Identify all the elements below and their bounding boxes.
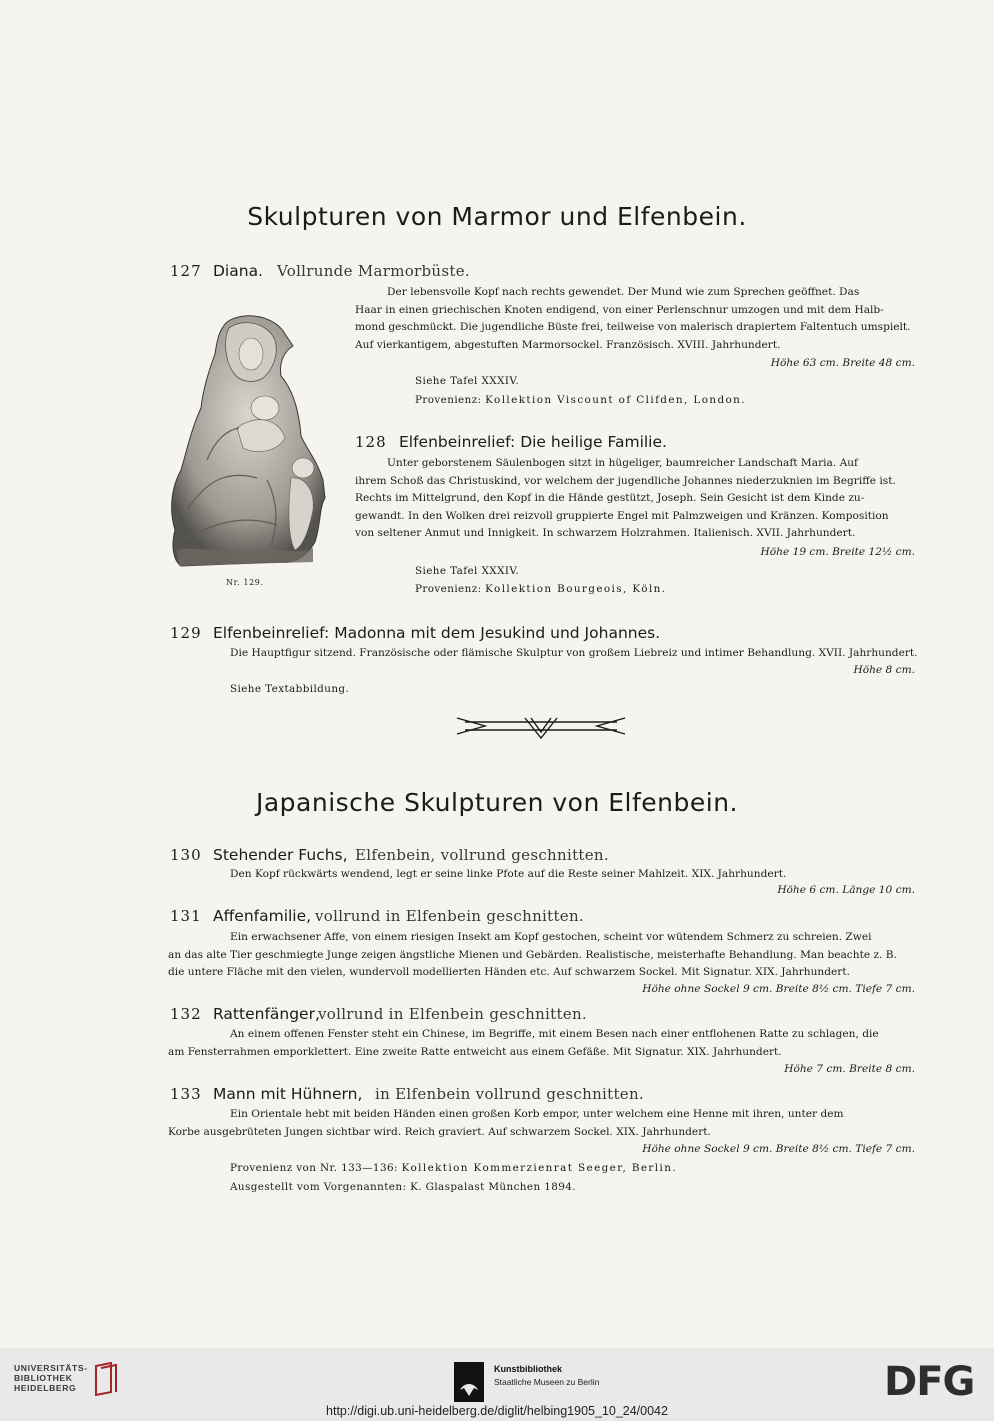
entry-title: Elfenbeinrelief: Madonna mit dem Jesukind und Johannes. [213,624,661,642]
tafel-reference: Siehe Tafel XXXIV. [415,375,520,387]
dimensions: Höhe 63 cm. Breite 48 cm. [770,357,915,369]
exhibition-note [230,1181,576,1193]
text-line: die untere Fläche mit den vielen, wundervoll modellierten Händen etc. Auf schwarzem Sockel. Mit Signatur. XIX. Jahrhundert. [168,966,850,979]
provenance-value: Kollektion Viscount of Clifden, London. [485,394,746,406]
entry-description [355,284,915,354]
dimensions: Höhe 6 cm. Länge 10 cm. [777,884,915,896]
entry-subtitle: Vollrunde Marmorbüste. [277,262,470,280]
group-provenance [230,1162,677,1174]
entry-subtitle: Elfenbein, vollrund geschnitten. [355,846,609,864]
logo-line: BIBLIOTHEK [14,1373,73,1383]
entry-title: Stehender Fuchs, [213,846,348,864]
entry-number: 132 [170,1005,202,1023]
dimensions: Höhe ohne Sockel 9 cm. Breite 8½ cm. Tiefe 7 cm. [642,983,915,995]
text-line: gewandt. In den Wolken drei reizvoll gruppierte Engel mit Palmzweigen und Kränzen. Komposition [355,509,889,522]
text-line: Korbe ausgebrüteten Jungen sichtbar wird. Reich graviert. Auf schwarzem Sockel. XIX. Jahrhundert. [168,1125,711,1138]
text-line: Den Kopf rückwärts wendend, legt er seine linke Pfote auf die Reste seiner Mahlzeit. XIX. Jahrhundert. [230,868,787,880]
entry-title: Affenfamilie, [213,907,312,925]
entry-title: Mann mit Hühnern, [213,1085,363,1103]
text-line: Rechts im Mittelgrund, den Kopf in die Hände gestützt, Joseph. Sein Gesicht ist dem Kinde zu- [355,492,865,505]
entry-description [355,455,915,543]
entry-number: 130 [170,846,202,864]
section-title-japanese: Japanische Skulpturen von Elfenbein. [255,788,739,817]
entry-subtitle: vollrund in Elfenbein geschnitten. [318,1005,587,1023]
eagle-icon [454,1362,484,1402]
dimensions: Höhe 8 cm. [853,664,915,676]
provenance-label: Provenienz: [415,583,482,595]
entry-subtitle: vollrund in Elfenbein geschnitten. [315,907,584,925]
entry-number: 128 [355,433,387,451]
text-line: an das alte Tier geschmiegte Junge zeigen ängstliche Mienen und Gebärden. Realistische, meisterhafte Behandlung. Man beachte z. B. [168,948,897,961]
book-icon [93,1362,119,1396]
text-line: Ein erwachsener Affe, von einem riesigen Insekt am Kopf gestochen, scheint vor wütendem Schmerz zu schreien. Zwei [230,931,872,943]
text-line: An einem offenen Fenster steht ein Chinese, im Begriffe, mit einem Besen nach einer entflohenen Ratte zu schlagen, die [230,1028,879,1040]
entry-number: 131 [170,907,202,925]
entry-number: 127 [170,262,202,280]
madonna-relief-illustration [167,310,327,570]
sculpture-image [167,310,327,570]
text-line: Unter geborstenem Säulenbogen sitzt in hügeliger, baumreicher Landschaft Maria. Auf [387,457,858,469]
entry-title: Elfenbeinrelief: Die heilige Familie. [399,433,667,451]
text-line: Die Hauptfigur sitzend. Französische oder flämische Skulptur von großem Liebreiz und intimer Behandlung. XVII. Jahrhundert. [230,647,918,659]
provenance-label: Provenienz von Nr. 133—136: [230,1162,398,1174]
entry-number: 129 [170,624,202,642]
entry-description [168,1026,916,1061]
kunstbibliothek-logo-icon[interactable] [454,1362,484,1402]
entry-description [230,645,920,663]
text-line: von seltener Anmut und Innigkeit. In schwarzem Holzrahmen. Italienisch. XVII. Jahrhundert. [355,527,856,540]
entry-description [168,1106,916,1141]
text-line: am Fensterrahmen emporklettert. Eine zweite Ratte entweicht aus einem Gefäße. Mit Signatur. XIX. Jahrhundert. [168,1045,782,1058]
provenance [415,394,746,406]
heidelberg-library-logo-text[interactable] [14,1363,88,1393]
ornament-divider [455,714,627,740]
entry-title: Rattenfänger, [213,1005,320,1023]
text-line: Ein Orientale hebt mit beiden Händen einen großen Korb empor, unter welchem eine Henne mit ihren, unter dem [230,1108,844,1120]
dimensions: Höhe 19 cm. Breite 12½ cm. [760,546,915,558]
provenance [415,583,666,595]
logo-line: HEIDELBERG [14,1383,77,1393]
tafel-reference: Siehe Tafel XXXIV. [415,565,520,577]
provenance-value: Kollektion Kommerzienrat Seeger, Berlin. [401,1162,678,1174]
dimensions: Höhe 7 cm. Breite 8 cm. [784,1063,915,1075]
kb-title: Kunstbibliothek [494,1364,562,1374]
divider-ornament-icon [455,714,627,740]
logo-line: UNIVERSITÄTS- [14,1363,88,1373]
image-caption: Nr. 129. [226,578,264,587]
entry-number: 133 [170,1085,202,1103]
entry-description [230,866,920,884]
section-title-sculptures: Skulpturen von Marmor und Elfenbein. [247,202,747,231]
entry-title: Diana. [213,262,263,280]
kunstbibliothek-text [494,1364,599,1387]
heidelberg-logo-icon[interactable] [93,1362,119,1396]
entry-subtitle: in Elfenbein vollrund geschnitten. [375,1085,644,1103]
text-line: ihrem Schoß das Christuskind, vor welchem der jugendliche Johannes niederzuknien im Begriffe ist. [355,474,896,487]
text-line: mond geschmückt. Die jugendliche Büste frei, teilweise von malerisch drapiertem Faltentuch umspielt. [355,321,911,334]
viewer-footer [0,1348,994,1421]
dfg-logo[interactable]: DFG [884,1359,975,1405]
text-line: Der lebensvolle Kopf nach rechts gewendet. Der Mund wie zum Sprechen geöffnet. Das [387,286,860,298]
text-line: Auf vierkantigem, abgestuften Marmorsockel. Französisch. XVIII. Jahrhundert. [355,338,781,351]
provenance-value: Kollektion Bourgeois, Köln. [485,583,667,595]
exhibition-label: Ausgestellt vom Vorgenannten: [230,1181,407,1193]
tafel-reference: Siehe Textabbildung. [230,683,350,695]
entry-description [168,929,916,982]
exhibition-value: K. Glaspalast München 1894. [410,1181,576,1193]
text-line: Haar in einen griechischen Knoten endigend, von einer Perlenschnur umzogen und mit dem Halb- [355,303,884,316]
dimensions: Höhe ohne Sockel 9 cm. Breite 8½ cm. Tiefe 7 cm. [642,1143,915,1155]
permalink-url[interactable]: http://digi.ub.uni-heidelberg.de/diglit/helbing1905_10_24/0042 [326,1404,668,1418]
kb-subtitle: Staatliche Museen zu Berlin [494,1377,600,1387]
provenance-label: Provenienz: [415,394,482,406]
